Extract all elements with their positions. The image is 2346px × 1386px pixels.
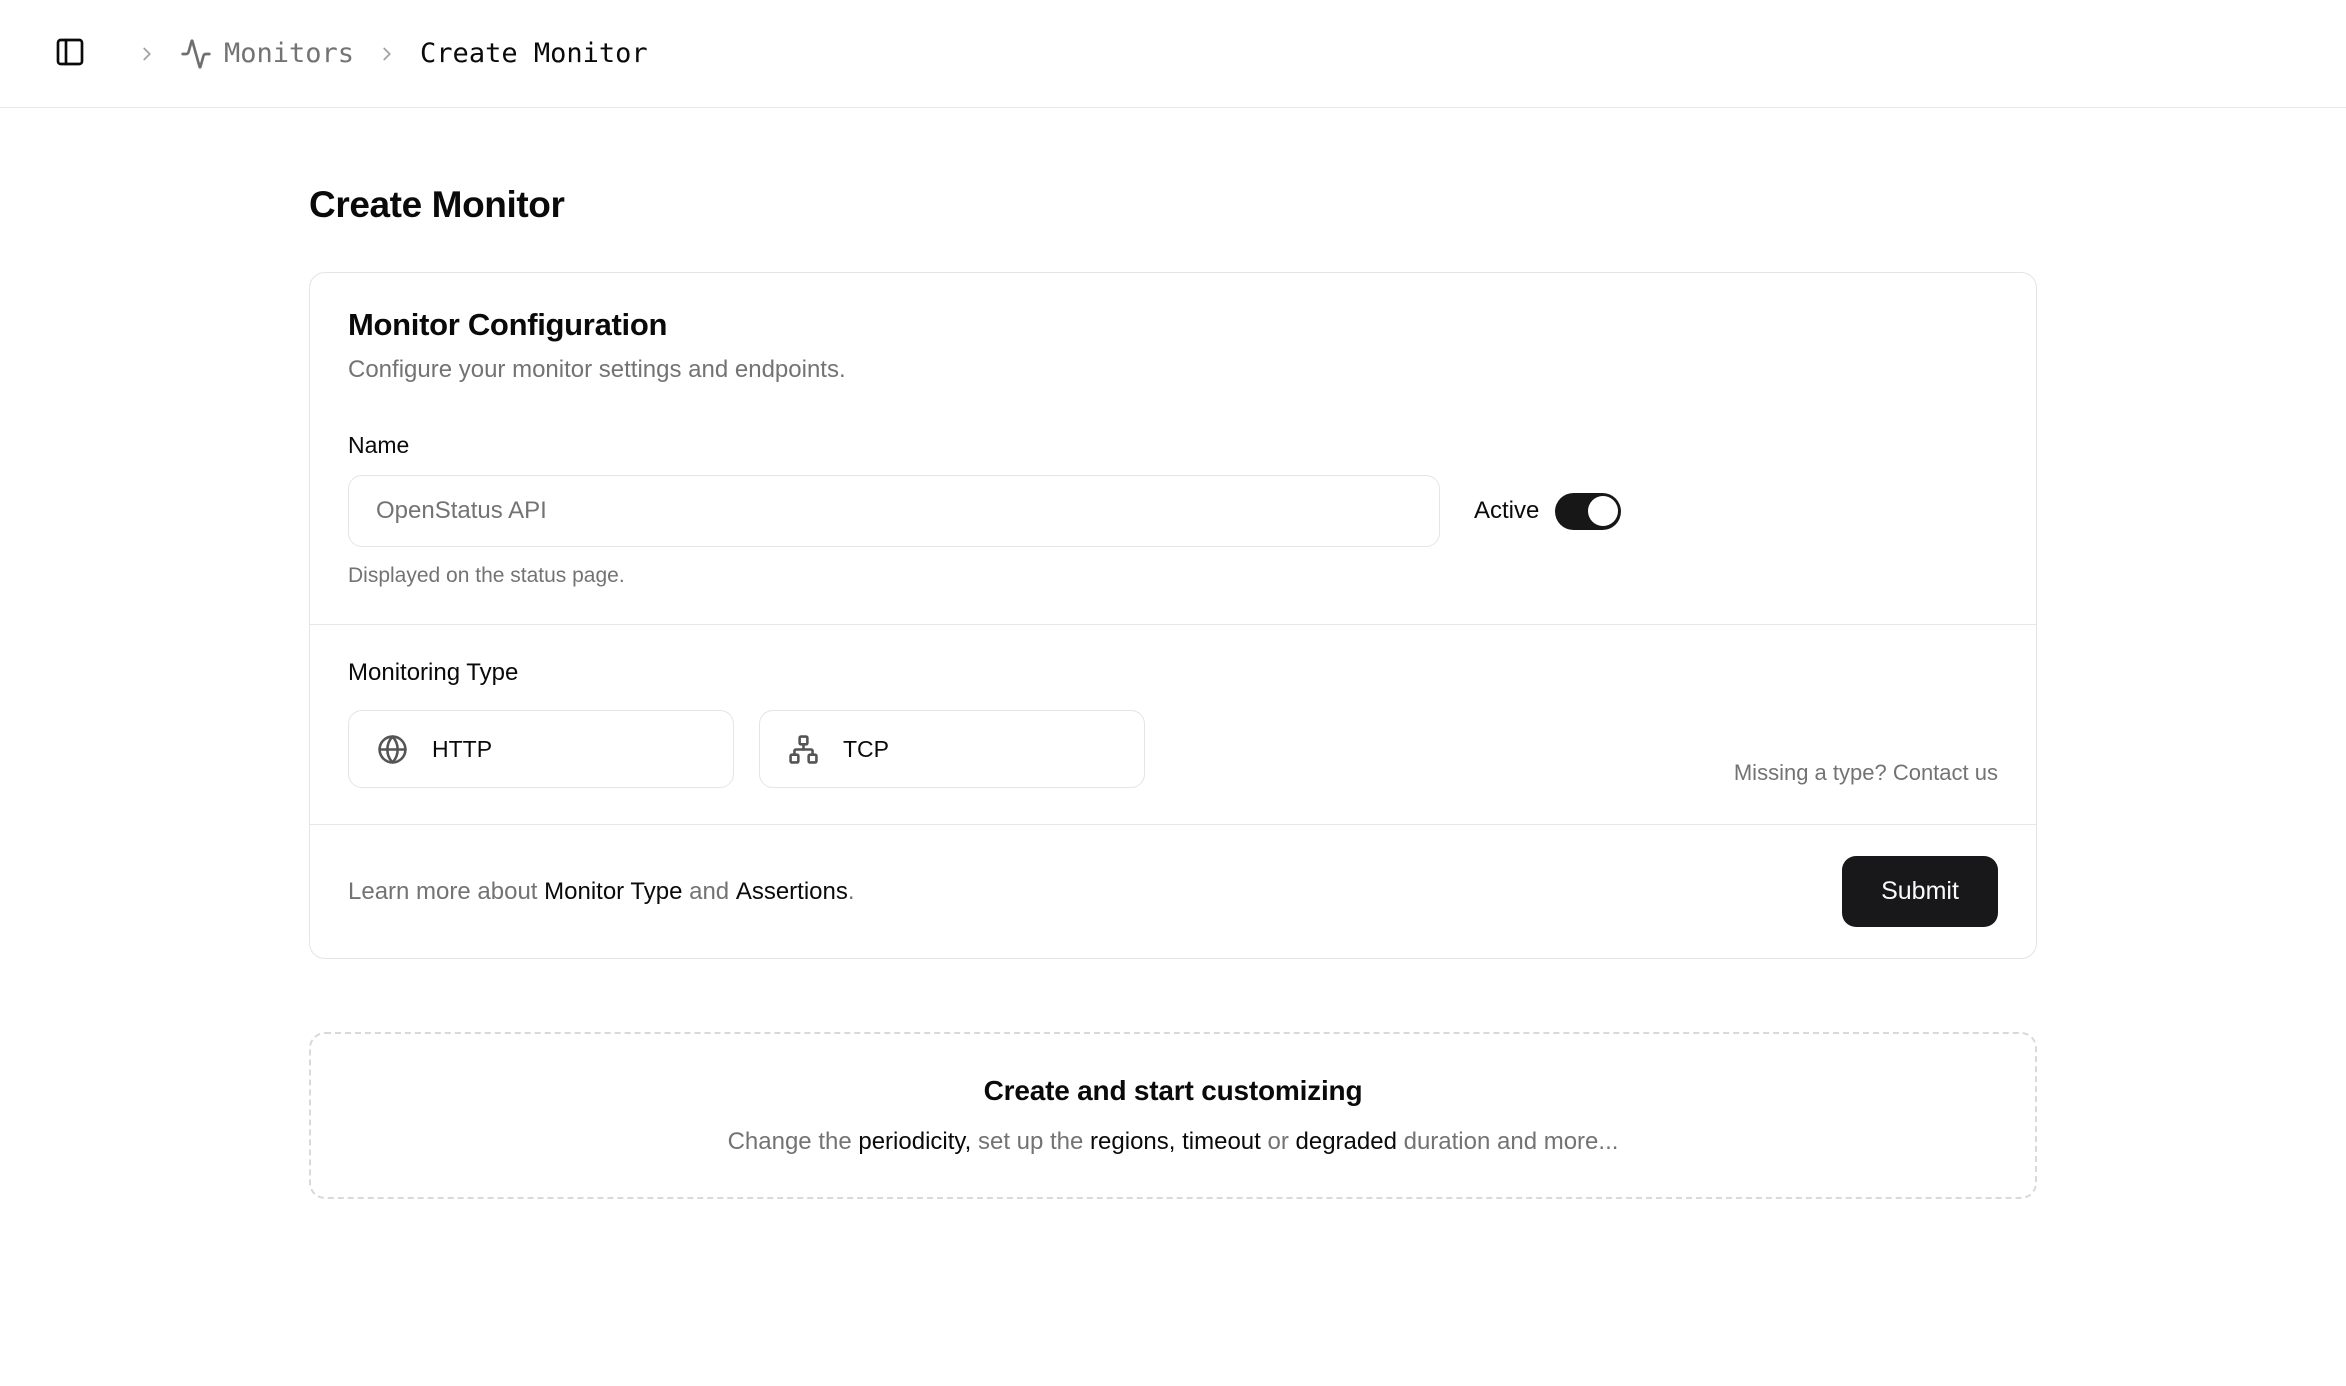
missing-type-note — [1734, 760, 1998, 788]
customize-banner-title: Create and start customizing — [983, 1075, 1363, 1106]
monitoring-type-section — [310, 625, 2036, 824]
banner-text: or — [1260, 1128, 1296, 1155]
monitor-type-tcp-label: TCP — [843, 735, 889, 762]
banner-emphasis-timeout: timeout — [1182, 1128, 1261, 1155]
monitor-type-tcp-button[interactable] — [759, 710, 1145, 788]
contact-us-link[interactable]: Contact us — [1892, 760, 1998, 785]
active-toggle-group — [1474, 493, 1621, 530]
banner-emphasis-periodicity: periodicity, — [858, 1128, 972, 1155]
learn-more-prefix: Learn more about — [348, 877, 545, 905]
monitoring-type-options — [348, 710, 1145, 788]
card-footer — [310, 824, 2036, 958]
banner-text: Change the — [727, 1128, 859, 1155]
banner-text: duration and more... — [1396, 1128, 1619, 1155]
main-content — [309, 184, 2037, 1199]
monitoring-type-label: Monitoring Type — [348, 659, 519, 686]
monitor-type-link[interactable]: Monitor Type — [544, 877, 683, 905]
monitor-type-http-label: HTTP — [432, 735, 493, 762]
toggle-knob — [1588, 496, 1618, 526]
network-icon — [788, 734, 819, 765]
breadcrumb-bar — [0, 0, 2346, 108]
name-row — [348, 475, 1998, 547]
chevron-right-icon — [136, 43, 158, 65]
name-field-label: Name — [348, 432, 410, 458]
active-toggle-switch[interactable] — [1555, 493, 1621, 530]
assertions-link[interactable]: Assertions — [735, 877, 848, 905]
chevron-right-icon — [376, 43, 398, 65]
monitor-name-input[interactable] — [348, 475, 1440, 547]
monitor-configuration-card — [309, 272, 2037, 959]
learn-more-text — [348, 878, 855, 906]
breadcrumb-monitors[interactable] — [180, 38, 354, 70]
learn-more-mid: and — [682, 877, 736, 905]
submit-button[interactable]: Submit — [1842, 856, 1998, 927]
learn-more-suffix: . — [847, 877, 855, 905]
activity-icon — [180, 38, 212, 70]
customize-banner — [309, 1032, 2037, 1199]
missing-type-text: Missing a type? — [1733, 760, 1893, 785]
monitoring-type-row — [348, 710, 1998, 788]
monitor-type-http-button[interactable] — [348, 710, 734, 788]
sidebar-toggle-button[interactable] — [50, 34, 90, 74]
name-field-help: Displayed on the status page. — [348, 564, 625, 587]
page-title: Create Monitor — [309, 184, 565, 225]
configuration-section — [310, 273, 2036, 624]
breadcrumb-current-page: Create Monitor — [420, 38, 648, 69]
breadcrumb-monitors-label: Monitors — [224, 38, 355, 69]
card-title: Monitor Configuration — [348, 307, 668, 342]
customize-banner-line — [728, 1128, 1619, 1156]
globe-icon — [377, 734, 408, 765]
banner-emphasis-regions: regions, — [1090, 1128, 1176, 1155]
banner-text: set up the — [971, 1128, 1091, 1155]
active-toggle-label: Active — [1474, 497, 1540, 524]
card-subtitle: Configure your monitor settings and endpoints. — [348, 356, 846, 383]
banner-emphasis-degraded: degraded — [1295, 1128, 1397, 1155]
panel-left-icon — [54, 36, 86, 71]
